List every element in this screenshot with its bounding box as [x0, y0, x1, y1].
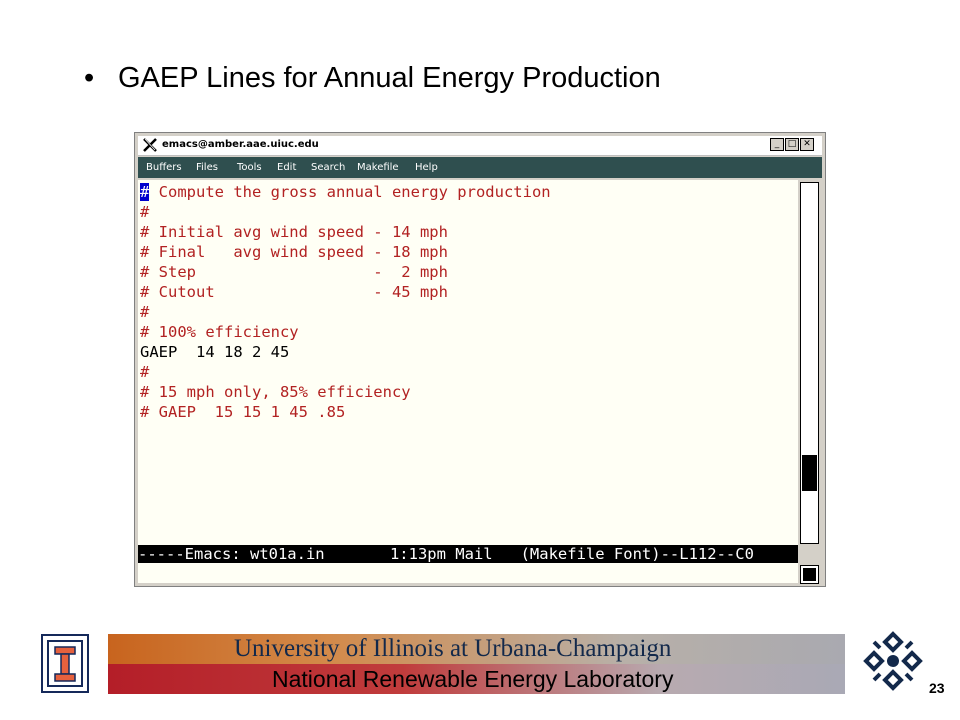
- university-name: University of Illinois at Urbana-Champaign: [234, 635, 672, 662]
- title-bullet: •: [84, 62, 95, 94]
- emacs-window: [134, 132, 826, 587]
- menu-search[interactable]: Search: [311, 162, 346, 173]
- close-button[interactable]: ✕: [800, 138, 814, 151]
- window-title: emacs@amber.aae.uiuc.edu: [162, 139, 319, 150]
- menu-help[interactable]: Help: [415, 162, 438, 173]
- text-cursor: #: [140, 183, 150, 201]
- mode-line: -----Emacs: wt01a.in 1:13pm Mail (Makefile Font)--L112--C0: [138, 545, 798, 563]
- minimize-button[interactable]: _: [770, 138, 784, 151]
- code-line: # GAEP 15 15 1 45 .85: [140, 403, 346, 421]
- menu-tools[interactable]: Tools: [237, 162, 262, 173]
- code-line: # 100% efficiency: [140, 323, 299, 341]
- block-i-icon: [43, 636, 87, 691]
- window-titlebar[interactable]: [138, 136, 822, 156]
- menu-edit[interactable]: Edit: [277, 162, 297, 173]
- scroll-corner: [800, 545, 819, 564]
- maximize-button[interactable]: □: [785, 138, 799, 151]
- code-line: # Cutout - 45 mph: [140, 283, 448, 301]
- lab-banner: [108, 664, 845, 694]
- code-line: #: [140, 203, 150, 221]
- lab-name: National Renewable Energy Laboratory: [272, 666, 674, 692]
- editor-buffer[interactable]: [138, 180, 798, 546]
- vertical-scrollbar[interactable]: [800, 182, 819, 544]
- title-text: GAEP Lines for Annual Energy Production: [118, 62, 661, 94]
- code-line: # Compute the gross annual energy production: [140, 183, 551, 201]
- minibuffer[interactable]: [138, 563, 798, 583]
- code-line: # 15 mph only, 85% efficiency: [140, 383, 411, 401]
- code-line: #: [140, 303, 150, 321]
- code-line: # Initial avg wind speed - 14 mph: [140, 223, 448, 241]
- minibuffer-scroll-box[interactable]: [800, 565, 819, 584]
- code-line: # Step - 2 mph: [140, 263, 448, 281]
- page-number: 23: [929, 680, 945, 696]
- code-line: #: [140, 363, 150, 381]
- scrollbar-thumb[interactable]: [802, 455, 817, 491]
- code-line: # Final avg wind speed - 18 mph: [140, 243, 448, 261]
- menu-makefile[interactable]: Makefile: [357, 162, 399, 173]
- x-window-icon[interactable]: [142, 137, 158, 153]
- nrel-logo-icon: [860, 628, 926, 694]
- menu-files[interactable]: Files: [196, 162, 218, 173]
- code-line: GAEP 14 18 2 45: [140, 343, 290, 361]
- slide-title: [84, 62, 661, 95]
- illinois-seal: [41, 634, 89, 693]
- university-banner: [108, 634, 845, 664]
- menu-bar: [138, 157, 822, 178]
- menu-buffers[interactable]: Buffers: [146, 162, 182, 173]
